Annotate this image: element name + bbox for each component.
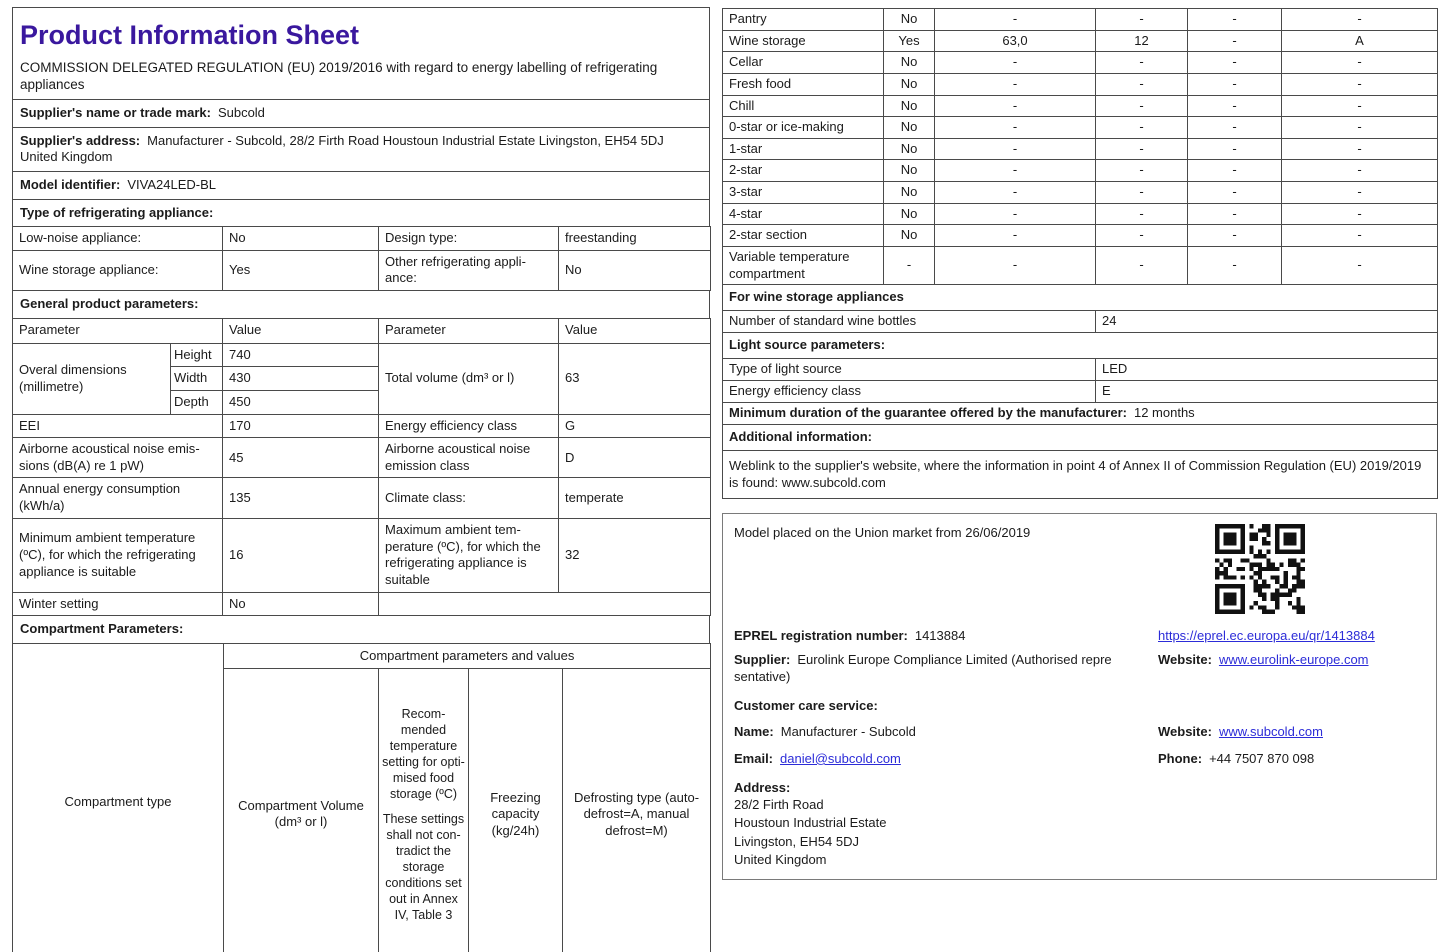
table-row (723, 359, 1438, 381)
column-header-defrost: Defrosting type (auto-defrost=A, manual defrost=M) (563, 668, 711, 952)
param-label: Airborne acoustical noise emission class (379, 438, 559, 478)
compartment-value-cell: - (1188, 52, 1282, 74)
param-value: G (559, 414, 711, 438)
param-label: Climate class: (379, 478, 559, 518)
compartment-value-cell: Yes (884, 30, 935, 52)
wine-storage-section (723, 285, 1438, 499)
param-value: freestanding (559, 227, 711, 251)
compartment-name-cell: 0-star or ice-making (723, 117, 884, 139)
address-block (734, 796, 1425, 869)
weblink-text: Weblink to the supplier's website, where the information in point 4 of Annex II of Commission Regulation (EU) 2019/2019 is found: (729, 458, 1422, 490)
compartment-value-cell: No (884, 9, 935, 31)
compartment-name-cell: Wine storage (723, 30, 884, 52)
light-section-header: Light source parameters: (723, 333, 1438, 359)
compartment-value-cell: No (884, 52, 935, 74)
param-value: 24 (1096, 311, 1438, 333)
email-link[interactable]: daniel@subcold.com (780, 750, 901, 766)
param-label: Number of standard wine bottles (723, 311, 1096, 333)
compartment-value-cell: - (1096, 95, 1188, 117)
compartment-name-cell: 2-star section (723, 225, 884, 247)
compartment-value-cell: - (1188, 73, 1282, 95)
param-label: Other refrigerating appliance: (379, 250, 559, 290)
guarantee-row (723, 403, 1438, 425)
compartment-name-cell: Chill (723, 95, 884, 117)
column-header: Value (223, 318, 379, 343)
supplier-name-value: Subcold (217, 105, 265, 121)
param-value: 45 (223, 438, 379, 478)
table-row (723, 117, 1438, 139)
compartment-value-cell: No (884, 117, 935, 139)
compartment-rows (723, 9, 1438, 285)
compartment-value-cell: - (935, 246, 1096, 284)
compartment-value-cell: 63,0 (935, 30, 1096, 52)
supplier-address-label: Supplier's address: (20, 132, 141, 148)
compartment-value-cell: - (1282, 225, 1438, 247)
param-label: Energy efficiency class (379, 414, 559, 438)
address-line: 28/2 Firth Road (734, 797, 824, 813)
param-value: LED (1096, 359, 1438, 381)
compartment-name-cell: Variable temperature compartment (723, 246, 884, 284)
compartment-value-cell: A (1282, 30, 1438, 52)
table-row (13, 592, 711, 616)
address-line: Houstoun Industrial Estate (734, 815, 887, 831)
compartment-value-cell: - (935, 52, 1096, 74)
param-label: Airborne acoustical noise emissions (dB(A) re 1 pW) (13, 438, 223, 478)
table-row (723, 52, 1438, 74)
table-row (723, 73, 1438, 95)
param-value: 63 (559, 343, 711, 414)
email-row (734, 751, 1425, 768)
supplier-address-row (12, 127, 710, 172)
model-identifier-value: VIVA24LED-BL (127, 176, 217, 192)
compartment-value-cell: - (1188, 225, 1282, 247)
supplier-website-cell (1158, 652, 1425, 685)
table-row (13, 414, 711, 438)
compartment-value-cell: - (1188, 30, 1282, 52)
compartment-value-cell: No (884, 225, 935, 247)
compartment-name-cell: Cellar (723, 52, 884, 74)
compartment-value-cell: - (1282, 117, 1438, 139)
compartment-value-cell: - (1282, 95, 1438, 117)
compartment-value-cell: - (1188, 182, 1282, 204)
table-row (723, 451, 1438, 499)
compartment-value-cell: - (1188, 138, 1282, 160)
compartment-value-cell: - (1096, 160, 1188, 182)
empty-cell (379, 592, 711, 616)
column-header-compartment-type: Compartment type (13, 643, 224, 952)
compartment-values-table (722, 8, 1438, 499)
compartment-section-header: Compartment Parameters: (12, 615, 710, 644)
param-label: Type of light source (723, 359, 1096, 381)
eprel-value: 1413884 (914, 627, 966, 643)
name-label: Name: (734, 724, 774, 740)
param-value: Yes (223, 250, 379, 290)
supplier-name-row (12, 99, 710, 128)
table-row (723, 30, 1438, 52)
compartment-value-cell: 12 (1096, 30, 1188, 52)
compartment-value-cell: - (935, 182, 1096, 204)
compartment-value-cell: - (1282, 246, 1438, 284)
compartment-value-cell: - (1282, 138, 1438, 160)
table-row (723, 95, 1438, 117)
supplier-website-link[interactable]: www.eurolink-europe.com (1218, 652, 1369, 668)
compartment-value-cell: - (1188, 203, 1282, 225)
param-label: Annual energy consumption (kWh/a) (13, 478, 223, 518)
general-section-header: General product parameters: (12, 290, 710, 319)
table-row (723, 225, 1438, 247)
param-value: 170 (223, 414, 379, 438)
compartment-value-cell: No (884, 182, 935, 204)
left-column (12, 8, 710, 952)
compartment-name-cell: 2-star (723, 160, 884, 182)
compartment-value-cell: No (884, 138, 935, 160)
compartment-value-cell: - (1096, 182, 1188, 204)
email-label: Email: (734, 750, 774, 766)
compartment-value-cell: - (1096, 138, 1188, 160)
param-value: 135 (223, 478, 379, 518)
compartment-value-cell: - (1096, 246, 1188, 284)
param-value: E (1096, 381, 1438, 403)
compartment-value-cell: - (1282, 182, 1438, 204)
right-column (722, 9, 1437, 880)
compartment-value-cell: - (1282, 9, 1438, 31)
table-row (723, 311, 1438, 333)
table-row (13, 438, 711, 478)
section-row (723, 425, 1438, 451)
table-row (723, 138, 1438, 160)
compartment-value-cell: - (1188, 117, 1282, 139)
param-label: Low-noise appliance: (13, 227, 223, 251)
param-value: No (223, 592, 379, 616)
compartment-value-cell: - (1096, 203, 1188, 225)
compartment-value-cell: - (1188, 160, 1282, 182)
compartment-value-cell: - (1282, 203, 1438, 225)
wine-section-header: For wine storage appliances (723, 285, 1438, 311)
compartment-value-cell: - (1282, 73, 1438, 95)
param-value: temperate (559, 478, 711, 518)
care-phone-cell (1158, 751, 1425, 768)
param-label: Winter setting (13, 592, 223, 616)
eprel-row (734, 628, 1425, 645)
compartment-value-cell: - (935, 160, 1096, 182)
table-row (13, 343, 711, 367)
eprel-label: EPREL registration number: (734, 627, 908, 643)
table-header-row (13, 318, 711, 343)
weblink-row (723, 451, 1438, 499)
table-row (13, 250, 711, 290)
guarantee-value: 12 months (1133, 405, 1195, 421)
compartment-value-cell: - (1282, 52, 1438, 74)
compartment-value-cell: - (1096, 117, 1188, 139)
care-name (734, 724, 1158, 741)
compartment-value-cell: - (1282, 160, 1438, 182)
compartment-value-cell: - (1096, 73, 1188, 95)
care-website-link[interactable]: www.subcold.com (1218, 724, 1323, 740)
compartment-value-cell: No (884, 73, 935, 95)
compartment-value-cell: - (935, 95, 1096, 117)
eprel-link-cell (1158, 628, 1425, 645)
compartment-name-cell: Pantry (723, 9, 884, 31)
eprel-registration (734, 628, 1158, 645)
compartment-value-cell: - (1096, 52, 1188, 74)
table-row (13, 518, 711, 592)
param-label: Maximum ambient temperature (ºC), for which the refrigerating appliance is suitable (379, 518, 559, 592)
type-section-header: Type of refrigerating appliance: (12, 199, 710, 228)
name-value: Manufacturer - Subcold (780, 724, 916, 740)
param-value: 32 (559, 518, 711, 592)
section-row (723, 285, 1438, 311)
table-row (723, 182, 1438, 204)
param-label: Overal dimensions (millimetre) (13, 343, 171, 414)
compartment-value-cell: - (935, 9, 1096, 31)
regulation-subtitle: COMMISSION DELEGATED REGULATION (EU) 2019/2016 with regard to energy labelling of refrigerating appliances (20, 59, 658, 92)
qr-code (1215, 524, 1305, 614)
dimension-name: Width (171, 367, 223, 391)
dimension-value: 450 (223, 390, 379, 414)
supplier-row (734, 652, 1425, 685)
page-title: Product Information Sheet (20, 20, 360, 50)
compartment-value-cell: - (935, 117, 1096, 139)
supplier-value: Eurolink Europe Compliance Limited (Authorised repre sentative) (734, 652, 1112, 684)
dimension-value: 740 (223, 343, 379, 367)
compartment-value-cell: No (884, 95, 935, 117)
table-row (723, 381, 1438, 403)
span-header: Compartment parameters and values (224, 643, 711, 668)
model-identifier-label: Model identifier: (20, 176, 121, 192)
dimension-name: Depth (171, 390, 223, 414)
param-value: No (223, 227, 379, 251)
guarantee-label: Minimum duration of the guarantee offered by the manufacturer: (729, 405, 1127, 421)
weblink-value: www.subcold.com (781, 474, 886, 490)
param-label: Wine storage appliance: (13, 250, 223, 290)
compartment-value-cell: - (1188, 9, 1282, 31)
temperature-header-text: Recommended temperature setting for optimised food storage (ºC) (382, 706, 465, 801)
compartment-value-cell: - (935, 203, 1096, 225)
compartment-value-cell: - (935, 225, 1096, 247)
model-identifier-row (12, 171, 710, 200)
column-header-volume: Compartment Volume (dm³ or l) (224, 668, 379, 952)
table-row (723, 203, 1438, 225)
section-row (723, 333, 1438, 359)
compartment-value-cell: - (935, 138, 1096, 160)
compartment-value-cell: - (1096, 225, 1188, 247)
param-label: Total volume (dm³ or l) (379, 343, 559, 414)
compartment-name-cell: Fresh food (723, 73, 884, 95)
compartment-name-cell: 1-star (723, 138, 884, 160)
compartment-value-cell: - (1188, 246, 1282, 284)
address-header: Address: (734, 779, 791, 795)
compartment-header-table (12, 643, 711, 952)
table-row (723, 403, 1438, 425)
dimension-name: Height (171, 343, 223, 367)
market-date-text: Model placed on the Union market from 26/06/2019 (734, 525, 1031, 541)
table-row (723, 246, 1438, 284)
param-value: No (559, 250, 711, 290)
document-header (12, 7, 710, 100)
customer-care-header: Customer care service: (734, 697, 878, 713)
compartment-value-cell: No (884, 160, 935, 182)
param-label: Minimum ambient temperature (ºC), for which the refrigerating appliance is suitable (13, 518, 223, 592)
temperature-header-note: These settings shall not contradict the storage conditions set out in Annex IV, Table 3 (382, 811, 465, 922)
column-header: Parameter (379, 318, 559, 343)
website-label: Website: (1158, 652, 1212, 668)
supplier-info (734, 652, 1158, 685)
registration-info-box (722, 513, 1437, 880)
compartment-name-cell: 3-star (723, 182, 884, 204)
compartment-value-cell: - (1096, 9, 1188, 31)
appliance-type-table (12, 226, 711, 291)
column-header: Value (559, 318, 711, 343)
phone-label: Phone: (1158, 750, 1203, 766)
supplier-address-value: Manufacturer - Subcold, 28/2 Firth Road Houstoun Industrial Estate Livingston, EH54 5DJ United Kingdom (20, 132, 664, 165)
param-value: D (559, 438, 711, 478)
column-header-temperature (379, 668, 469, 952)
additional-info-header: Additional information: (723, 425, 1438, 451)
compartment-name-cell: 4-star (723, 203, 884, 225)
name-row (734, 724, 1425, 741)
website-label: Website: (1158, 724, 1212, 740)
compartment-value-cell: - (935, 73, 1096, 95)
column-header-freezing: Freezing capacity (kg/24h) (469, 668, 563, 952)
address-line: Livingston, EH54 5DJ (734, 833, 860, 849)
eprel-qr-link[interactable]: https://eprel.ec.europa.eu/qr/1413884 (1158, 627, 1375, 643)
general-parameters-table (12, 318, 711, 617)
supplier-name-label: Supplier's name or trade mark: (20, 105, 211, 121)
compartment-value-cell: No (884, 203, 935, 225)
compartment-value-cell: - (1188, 95, 1282, 117)
param-label: EEI (13, 414, 223, 438)
table-row (723, 160, 1438, 182)
address-line: United Kingdom (734, 851, 827, 867)
care-email (734, 751, 1158, 768)
param-value: 16 (223, 518, 379, 592)
compartment-value-cell: - (884, 246, 935, 284)
table-row (13, 643, 711, 668)
column-header: Parameter (13, 318, 223, 343)
supplier-label: Supplier: (734, 652, 791, 668)
phone-value: +44 7507 870 098 (1209, 750, 1315, 766)
table-row (13, 478, 711, 518)
table-row (723, 9, 1438, 31)
care-website-cell (1158, 724, 1425, 741)
dimension-value: 430 (223, 367, 379, 391)
table-row (13, 227, 711, 251)
param-label: Design type: (379, 227, 559, 251)
param-label: Energy efficiency class (723, 381, 1096, 403)
